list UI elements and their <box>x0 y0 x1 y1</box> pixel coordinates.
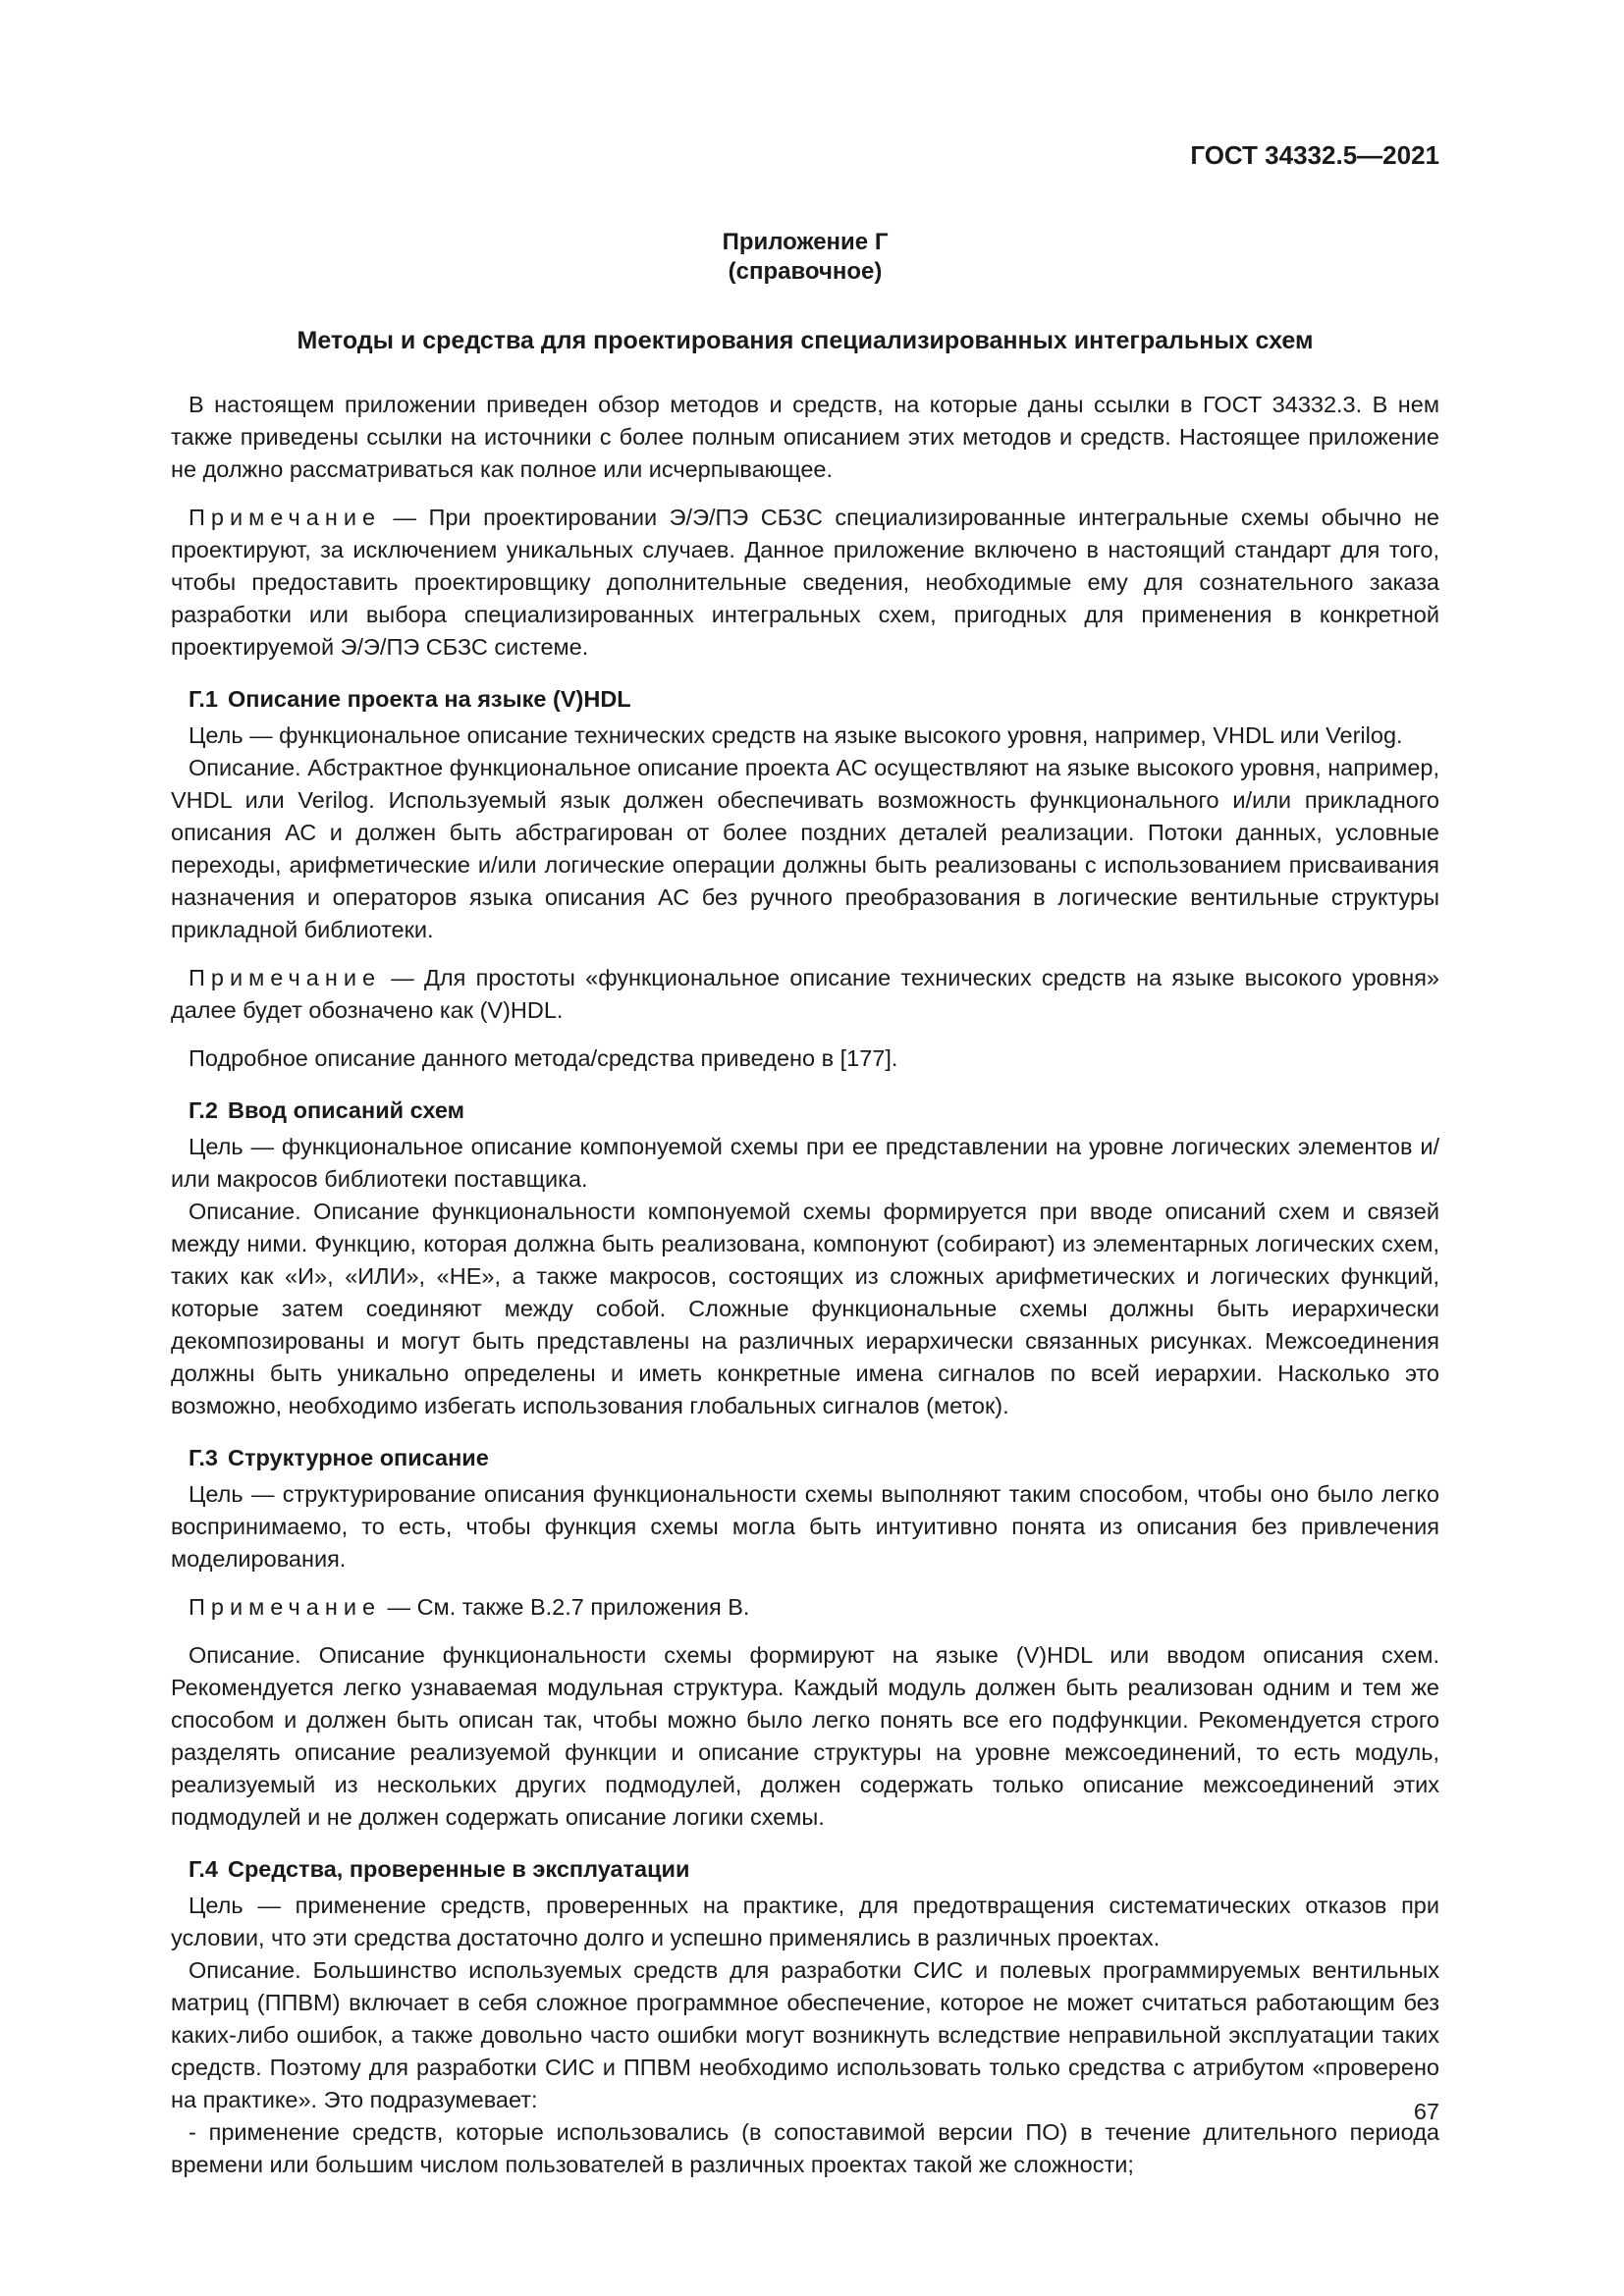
note-label: Примечание <box>189 965 382 990</box>
section-note <box>171 1591 1439 1624</box>
section-reference: Подробное описание данного метода/средства приведено в [177]. <box>189 1045 898 1071</box>
section-title: Структурное описание <box>227 1445 489 1470</box>
section-title: Средства, проверенные в эксплуатации <box>227 1856 690 1882</box>
annex-title: Методы и средства для проектирования специализированных интегральных схем <box>297 327 1314 354</box>
document-page <box>171 137 1439 2181</box>
section-description: Описание. Большинство используемых средств для разработки СИС и полевых программируемых вентильных матриц (ППВМ) включает в себя сложное программное обеспечение, которое не может считаться работающим без каких-либо ошибок, а также довольно часто ошибки могут возникнуть вследствие неправильной эксплуатации таких средств. Поэтому для разработки СИС и ППВМ необходимо использовать только средства с атрибутом «проверено на практике». Это подразумевает: <box>171 1957 1439 2112</box>
section-goal: Цель — применение средств, проверенных на практике, для предотвращения систематических отказов при условии, что эти средства достаточно долго и успешно применялись в различных проектах. <box>171 1893 1439 1950</box>
section-number: Г.4 <box>189 1856 218 1882</box>
intro-note <box>171 502 1439 664</box>
page-number: 67 <box>1413 2099 1439 2124</box>
note-text: — Для простоты «функциональное описание технических средств на языке высокого уровня» далее будет обозначено как (V)HDL. <box>171 965 1439 1023</box>
section-goal: Цель — функциональное описание технических средств на языке высокого уровня, например, VHDL или Verilog. <box>189 722 1403 748</box>
section-description: Описание. Абстрактное функциональное описание проекта АС осуществляют на языке высокого уровня, например, VHDL или Verilog. Используемый язык должен обеспечивать возможность функционального и/или прикладного описания АС и должен быть абстрагирован от более поздних деталей реализации. Потоки данных, условные переходы, арифметические и/или логические операции должны быть реализованы с использованием присваивания назначения и операторов языка описания АС без ручного преобразования в логические вентильные структуры прикладной библиотеки. <box>171 755 1439 942</box>
intro-paragraph: В настоящем приложении приведен обзор методов и средств, на которые даны ссылки в ГОСТ 34332.3. В нем также приведены ссылки на источники с более полным описанием этих методов и средств. Настоящее приложение не должно рассматриваться как полное или исчерпывающее. <box>171 392 1439 482</box>
section-heading-g4 <box>189 1853 1439 1886</box>
section-heading-g1 <box>189 683 1439 716</box>
document-code: ГОСТ 34332.5—2021 <box>1190 140 1439 170</box>
section-description: Описание. Описание функциональности схемы формируют на языке (V)HDL или вводом описания схем. Рекомендуется легко узнаваемая модульная структура. Каждый модуль должен быть реализован одним и тем же способом и должен быть описан так, чтобы можно было легко понять все его подфункции. Рекомендуется строго разделять описание реализуемой функции и описание структуры на уровне межсоединений, то есть модуль, реализуемый из нескольких других подмодулей, должен содержать только описание межсоединений этих подмодулей и не должен содержать описание логики схемы. <box>171 1642 1439 1830</box>
section-goal: Цель — функциональное описание компонуемой схемы при ее представлении на уровне логических элементов и/или макросов библиотеки поставщика. <box>171 1134 1439 1192</box>
section-goal: Цель — структурирование описания функциональности схемы выполняют таким способом, чтобы оно было легко воспринимаемо, то есть, чтобы функция схемы могла быть интуитивно понята из описания без привлечения моделирования. <box>171 1481 1439 1572</box>
note-text: — При проектировании Э/Э/ПЭ СБЗС специализированные интегральные схемы обычно не проектируют, за исключением уникальных случаев. Данное приложение включено в настоящий стандарт для того, чтобы предоставить проектировщику дополнительные сведения, необходимые ему для сознательного заказа разработки или выбора специализированных интегральных схем, пригодных для применения в конкретной проектируемой Э/Э/ПЭ СБЗС системе. <box>171 505 1439 660</box>
section-title: Описание проекта на языке (V)HDL <box>227 686 631 712</box>
section-number: Г.2 <box>189 1097 218 1123</box>
section-note <box>171 962 1439 1027</box>
note-label: Примечание <box>189 1594 382 1620</box>
note-text: — См. также В.2.7 приложения В. <box>381 1594 750 1620</box>
section-heading-g2 <box>189 1095 1439 1127</box>
section-number: Г.3 <box>189 1445 218 1470</box>
section-description: Описание. Описание функциональности компонуемой схемы формируется при вводе описаний схем и связей между ними. Функцию, которая должна быть реализована, компонуют (собирают) из элементарных логических схем, таких как «И», «ИЛИ», «НЕ», а также макросов, состоящих из сложных арифметических и логических функций, которые затем соединяют между собой. Сложные функциональные схемы должны быть иерархически декомпозированы и могут быть представлены на различных иерархически связанных рисунках. Межсоединения должны быть уникально определены и иметь конкретные имена сигналов по всей иерархии. Насколько это возможно, необходимо избегать использования глобальных сигналов (меток). <box>171 1199 1439 1418</box>
section-heading-g3 <box>189 1442 1439 1474</box>
note-label: Примечание <box>189 505 382 530</box>
list-item: - применение средств, которые использовались (в сопоставимой версии ПО) в течение длительного периода времени или большим числом пользователей в различных проектах такой же сложности; <box>171 2119 1439 2177</box>
section-title: Ввод описаний схем <box>227 1097 465 1123</box>
annex-label: Приложение Г <box>722 229 889 255</box>
annex-type: (справочное) <box>728 258 883 285</box>
section-number: Г.1 <box>189 686 218 712</box>
